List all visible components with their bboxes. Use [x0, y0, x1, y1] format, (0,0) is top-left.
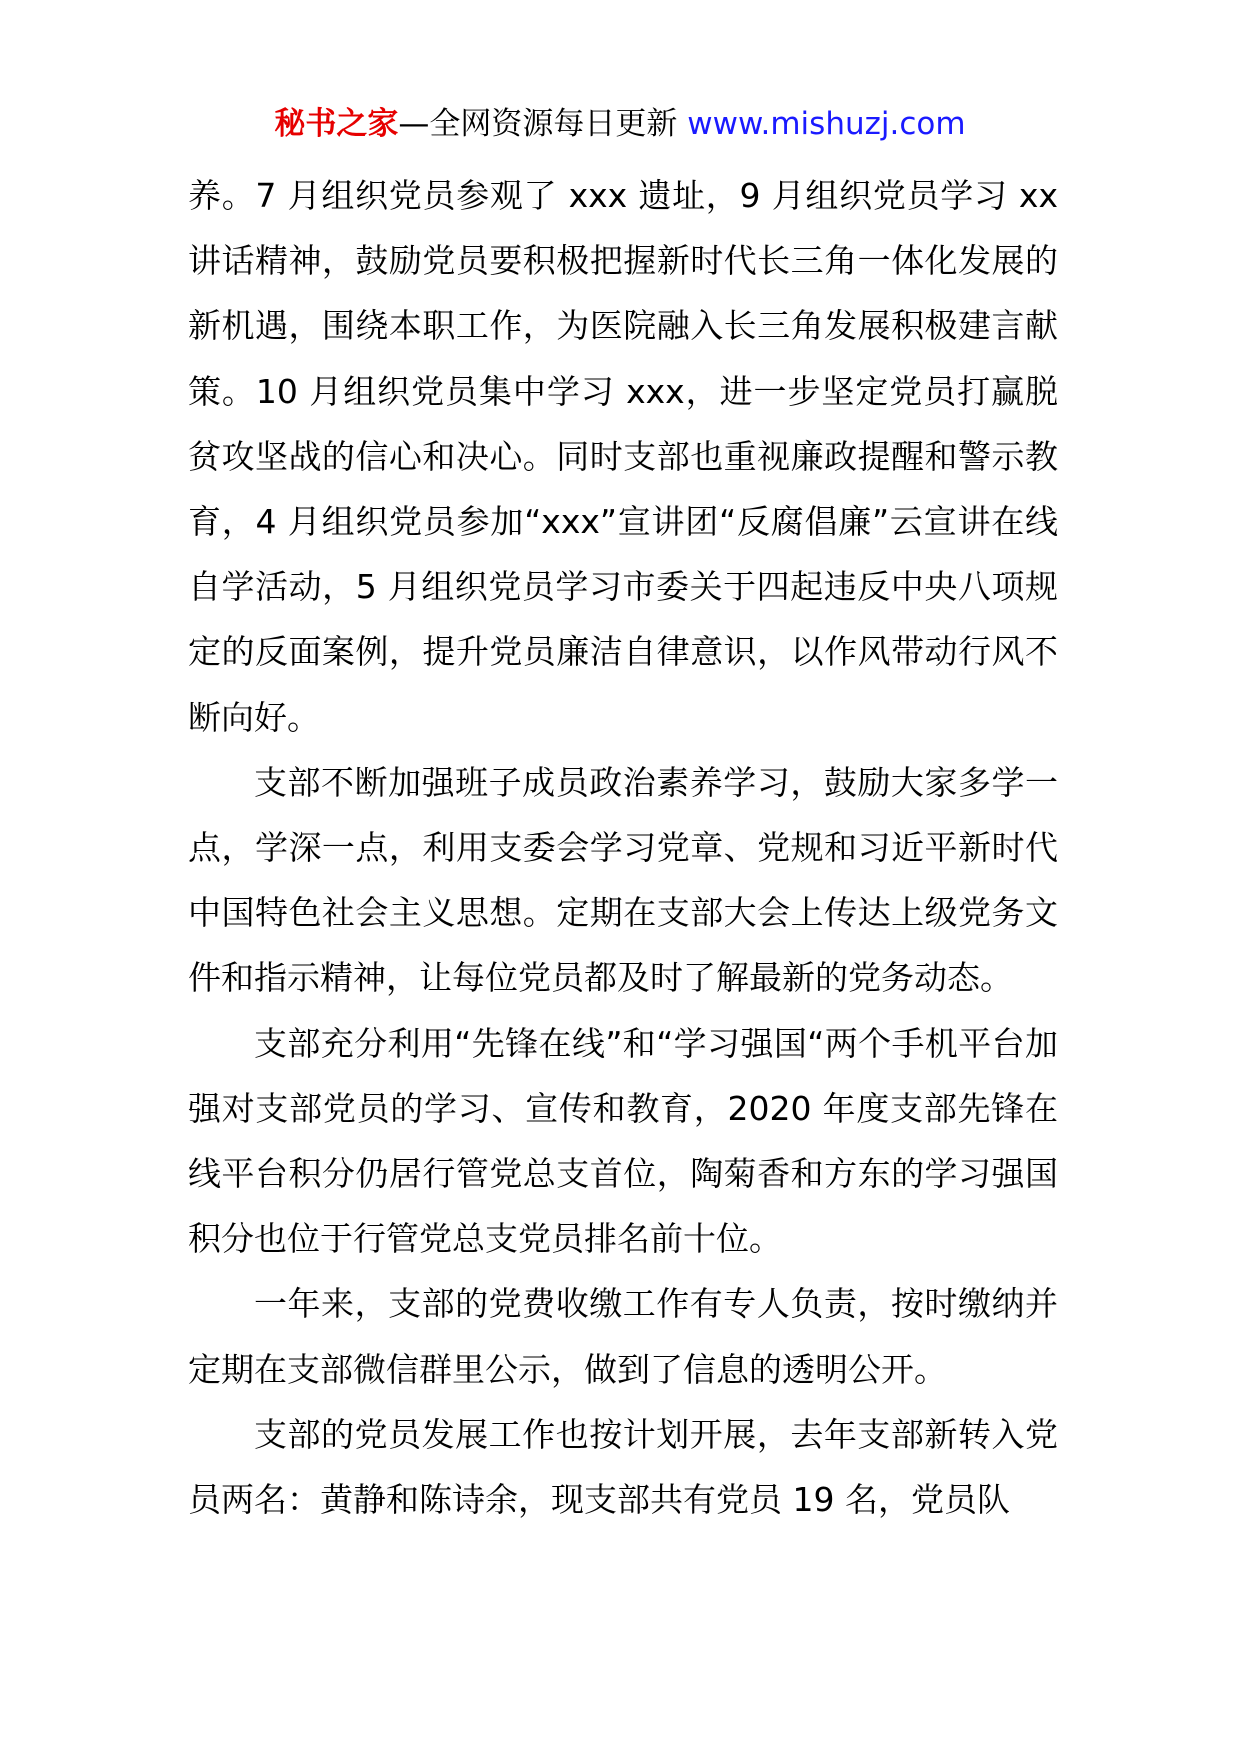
paragraph-5: 支部的党员发展工作也按计划开展，去年支部新转入党员两名：黄静和陈诗余，现支部共有党员 19 名，党员队	[188, 1414, 1058, 1520]
paragraph-3: 支部充分利用“先锋在线”和“学习强国“两个手机平台加强对支部党员的学习、宣传和教育，2020 年度支部先锋在线平台积分仍居行管党总支首位，陶菊香和方东的学习强国积分也位于行管党总支党员排名前十位。	[188, 1023, 1058, 1259]
paragraph-1: 养。7 月组织党员参观了 xxx 遗址，9 月组织党员学习 xx 讲话精神，鼓励党员要积极把握新时代长三角一体化发展的新机遇，围绕本职工作，为医院融入长三角发展积极建言献策。10 月组织党员集中学习 xxx，进一步坚定党员打赢脱贫攻坚战的信心和决心。同时支部也重视廉政提醒和警示教育，4 月组织党员参加“xxx”宣讲团“反腐倡廉”云宣讲在线自学活动，5 月组织党员学习市委关于四起违反中央八项规定的反面案例，提升党员廉洁自律意识，以作风带动行风不断向好。	[188, 176, 1058, 737]
header-url-link[interactable]: www.mishuzj.com	[687, 106, 966, 142]
header-tagline: —全网资源每日更新	[398, 106, 688, 142]
document-body	[188, 163, 1058, 1532]
paragraph-2: 支部不断加强班子成员政治素养学习，鼓励大家多学一点，学深一点，利用支委会学习党章、党规和习近平新时代中国特色社会主义思想。定期在支部大会上传达上级党务文件和指示精神，让每位党员都及时了解最新的党务动态。	[188, 762, 1058, 998]
brand-name: 秘书之家	[274, 106, 399, 142]
paragraph-4: 一年来，支部的党费收缴工作有专人负责，按时缴纳并定期在支部微信群里公示，做到了信息的透明公开。	[188, 1284, 1058, 1389]
page-header	[0, 100, 1240, 148]
